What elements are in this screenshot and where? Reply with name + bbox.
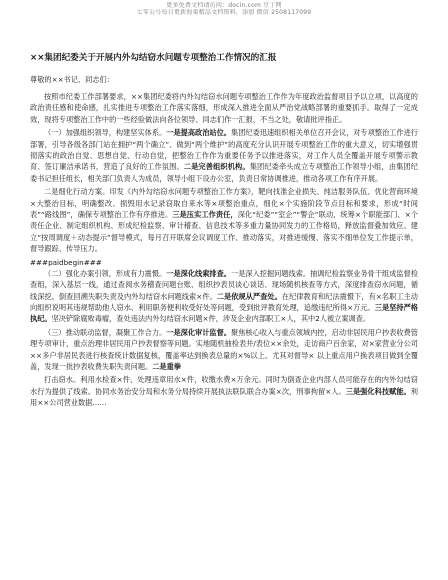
paragraph-text: 聚焦核心收入与重点领域内控，启动非居民用户抄表收费管理专项审计，重点治理非居民用户抄表督察等问题。实地随机抽检表井/表位××余处，走访商户百余家，对×家营业分公司××多户非居民表进行核查统计数据复核，覆盖率达到换表总量的×%以上。尤其对督导× 以上重点用户换表项目做到全覆盖，发现一批抄表收费失职失责问题。	[30, 327, 418, 371]
paragraph-heading: 一是深化线索排查。	[166, 268, 231, 278]
header-line-2: 七零公号每日更新海量精品文档资料，添加 微信 2508117099	[136, 9, 312, 16]
salutation: 尊敬的××书记、同志们：	[30, 75, 114, 84]
paragraph-text: 坚决铲除腐败毒瘤，查处违法内外勾结窃水问题×件，涉及企业内部职工×人，其中2人被立案调查。	[51, 314, 371, 324]
body-paragraph	[30, 91, 418, 125]
paragraph-text: （一）加强组织领导，构建坚实体系。	[44, 128, 167, 138]
body-paragraph	[30, 374, 418, 408]
paragraph-text: 集团纪委牵头成立专项整治工作领导小组，由集团纪委书记担任组长，相关部门负责人为成员，领导小组下设办公室，负责日常协调推进，推动各项工作有序开展。	[30, 162, 418, 183]
paragraph-text: 打击窃水。利用水检查×件、处理违章用水×件，收缴水费×万余元。同时为倒查企业内部人员可能存在的内外勾结窃水行为提供了线索。协同水务治安分局和水务分局持续开展执法联队联合办案×次，刑事拘留×人。	[30, 375, 418, 396]
paragraph-heading: 一是提高政治站位。	[166, 128, 231, 138]
paragraph-text: （二）强化办案引领，形成有力震慑。	[44, 268, 167, 278]
body-paragraph	[30, 327, 418, 373]
paragraph-text: 二是细化行动方案。印发《内外勾结窃水问题专项整治工作方案》，靶向找准企业损失、纯洁服务队伍、优化营商环境×大整治目标，明确整改、损毁用水记录窃取自来水等×项整治重点，细化×个实施阶段节点目标和要求，形成“时间表”“路线图”，确保专项整治工作有序推进。	[30, 187, 418, 220]
paragraph-text: 利用××公司营业数据……	[30, 386, 418, 408]
paragraph-text: 集团纪委迅速组织相关单位召开会议，对专项整治工作进行部署，引导各级各部门站在拥护“两个确立”、做到“两个维护”的高度充分认识开展专项整治工作的重大意义，切实增强贯彻落实的政治自觉、思想自觉、行动自觉，把整治工作作为重要任务予以推进落实，对工作人员全覆盖开展专项警示教育、签订廉洁承诺书，营造了良好的工作氛围。	[30, 128, 418, 172]
document-body	[30, 91, 418, 409]
body-paragraph	[30, 127, 418, 184]
paragraph-text: 在纪律教育和纪法震慑下，有×名职工主动向组织说明其违规帮助他人窃水、利用职务便利收受好处等问题，受到批评教育处理，追缴违纪所得×万元。	[30, 291, 418, 312]
paid-marker: ###paidbegin###	[30, 257, 102, 267]
paragraph-text: 一是深入挖掘问题线索。抽调纪检监察业务骨干组成监督检查组，深入基层一线，通过查阅水务稽查问题台账、组织抄表员谈心谈话、现场随机核查等方式，深度排查窃水问题，循线深挖。倒查回溯失职失责及内外勾结窃水问题线索×件。	[30, 268, 418, 301]
paragraph-heading: 二是依规从严查处。	[216, 291, 282, 301]
paragraph-text: 按照市纪委工作部署要求，××集团纪委将内外勾结窃水问题专项整治工作作为年度政治监督项目予以立项，以高度的政治责任感和使命感，扎实推进专项整治工作落实落细，形成深入推进全面从严治党战略部署的重要抓手。取得了一定成效，现将专项整治工作中的一些经验做法向各位领导、同志们作一汇报，不当之处，敬请批评指正。	[30, 92, 418, 124]
body-paragraph	[30, 268, 418, 325]
document-title: ××集团纪委关于开展内外勾结窃水问题专项整治工作情况的汇报	[30, 53, 277, 63]
paragraph-text: 深化“纪委”“室企”“警企”联动，统筹×个职能部门、×个责任企业、制定组织机构、形成纪检监察、审计稽查、信息技术等多重力量协同发力的工作格局，释放监督叠加效应。建立“按周调度＋动态提示”督导模式，每月召开联席会议调度工作、推动落实，对推进缓慢、落实不细单位发工作提示单，督导跟踪、传导压力。	[30, 210, 418, 254]
paragraph-heading: 三是压实工作责任，	[172, 210, 238, 220]
body-paragraph	[30, 186, 418, 254]
paragraph-heading: 二是完善组织机构。	[183, 162, 250, 172]
paragraph-heading: 一是深化审计监督。	[166, 327, 231, 337]
paragraph-text: （三）推动联动监督，凝聚工作合力。	[44, 327, 167, 337]
paragraph-heading: 三是强化科技赋能。	[345, 386, 411, 396]
paragraph-heading: 二是重拳	[152, 361, 181, 371]
page-header	[30, 0, 418, 16]
paragraph-heading: 三是坚持严格执纪。	[30, 302, 418, 324]
header-line-1: 更多免费文档请访问：docin.com 豆丁网	[166, 2, 282, 9]
